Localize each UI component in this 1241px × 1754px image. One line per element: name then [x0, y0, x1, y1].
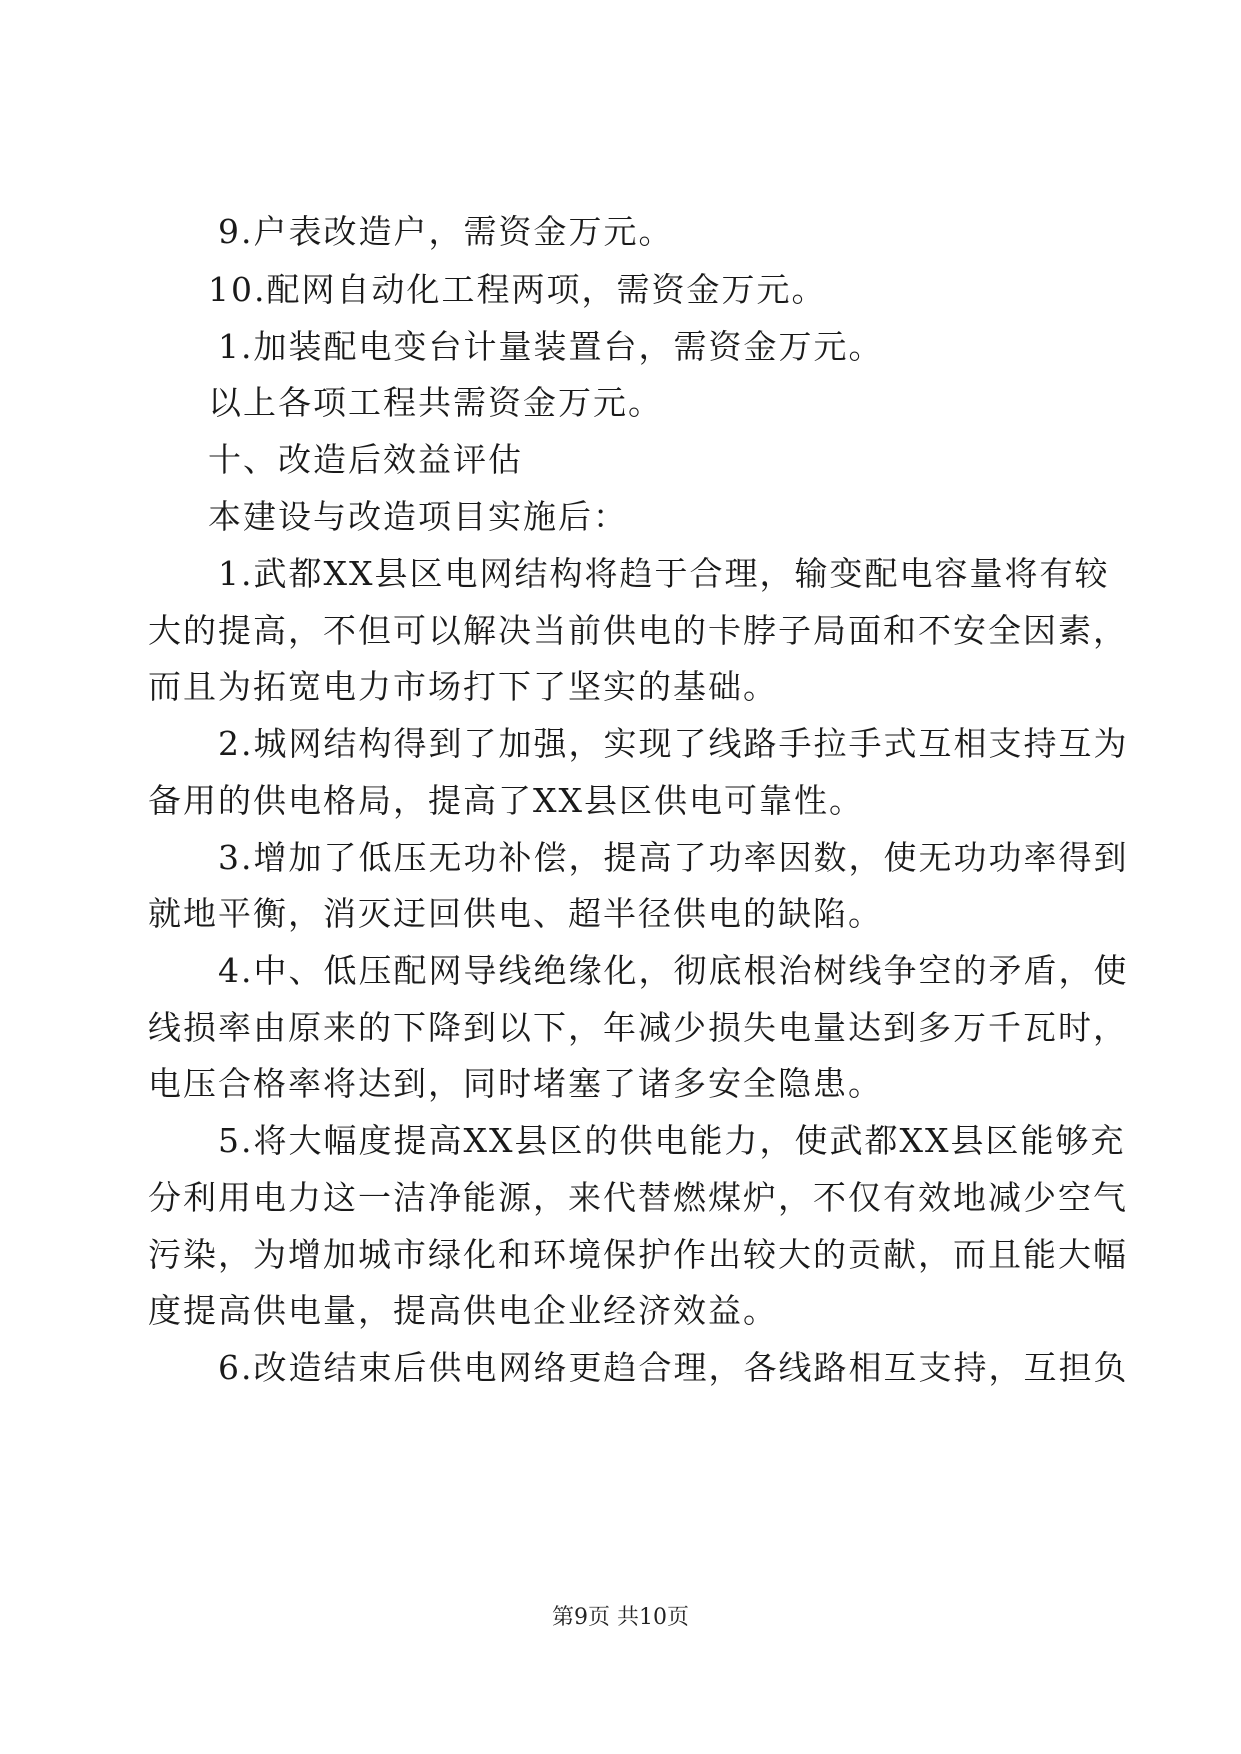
paragraph-2-line-1: 2.城网结构得到了加强，实现了线路手拉手式互相支持互为	[218, 724, 1129, 763]
line-item-1: 1.加装配电变台计量装置台，需资金万元。	[218, 327, 884, 366]
paragraph-4-line-3: 电压合格率将达到，同时堵塞了诸多安全隐患。	[148, 1064, 883, 1103]
line-total-funding: 以上各项工程共需资金万元。	[208, 383, 663, 422]
paragraph-5-line-2: 分利用电力这一洁净能源，来代替燃煤炉，不仅有效地减少空气	[148, 1178, 1128, 1217]
paragraph-2-line-2: 备用的供电格局，提高了XX县区供电可靠性。	[148, 781, 864, 820]
paragraph-4-line-1: 4.中、低压配网导线绝缘化，彻底根治树线争空的矛盾，使	[218, 951, 1129, 990]
paragraph-5-line-1: 5.将大幅度提高XX县区的供电能力，使武都XX县区能够充	[218, 1121, 1126, 1160]
paragraph-1-line-1: 1.武都XX县区电网结构将趋于合理，输变配电容量将有较	[218, 554, 1110, 593]
section-intro: 本建设与改造项目实施后：	[208, 497, 628, 536]
paragraph-1-line-2: 大的提高，不但可以解决当前供电的卡脖子局面和不安全因素，	[148, 611, 1128, 650]
line-item-9: 9.户表改造户，需资金万元。	[218, 212, 674, 251]
line-item-10: 10.配网自动化工程两项，需资金万元。	[208, 270, 827, 309]
paragraph-3-line-1: 3.增加了低压无功补偿，提高了功率因数，使无功功率得到	[218, 838, 1129, 877]
section-heading: 十、改造后效益评估	[208, 440, 523, 479]
page-footer: 第9页 共10页	[552, 1605, 689, 1630]
paragraph-4-line-2: 线损率由原来的下降到以下，年减少损失电量达到多万千瓦时，	[148, 1008, 1128, 1047]
paragraph-5-line-3: 污染，为增加城市绿化和环境保护作出较大的贡献，而且能大幅	[148, 1235, 1128, 1274]
paragraph-1-line-3: 而且为拓宽电力市场打下了坚实的基础。	[148, 667, 778, 706]
paragraph-3-line-2: 就地平衡，消灭迂回供电、超半径供电的缺陷。	[148, 894, 883, 933]
paragraph-6-line-1: 6.改造结束后供电网络更趋合理，各线路相互支持，互担负	[218, 1348, 1129, 1387]
paragraph-5-line-4: 度提高供电量，提高供电企业经济效益。	[148, 1291, 778, 1330]
